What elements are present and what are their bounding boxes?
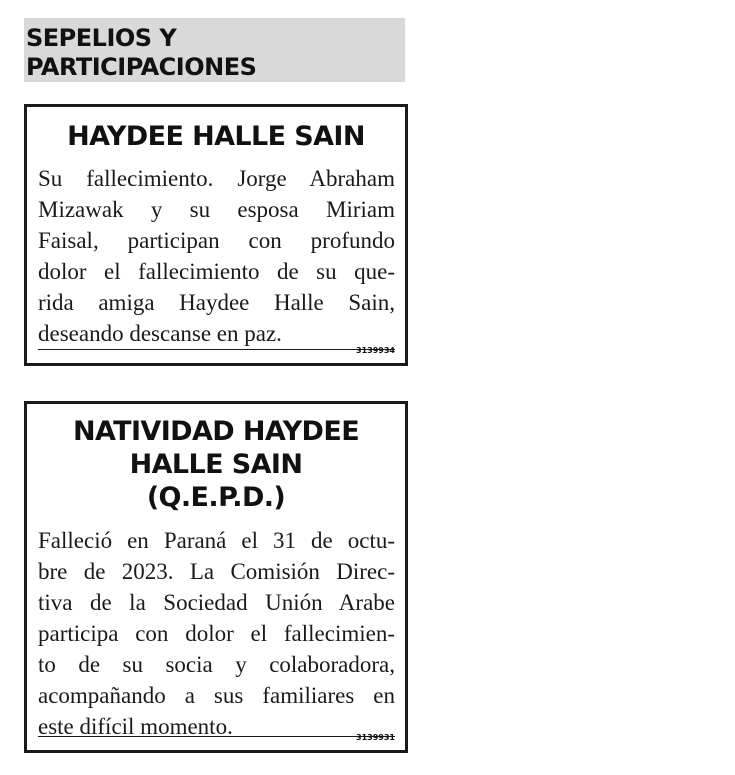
notice-title xyxy=(27,415,405,514)
notice-body-line: bre de 2023. La Comisión Direc- xyxy=(38,559,395,584)
notice-body-line: to de su socia y colaboradora, xyxy=(38,652,395,677)
notice-footer-rule xyxy=(38,346,395,360)
notice-title-line: NATIVIDAD HAYDEE xyxy=(72,416,360,447)
notice-title xyxy=(27,120,405,154)
notice-body-line: acompañando a sus familiares en xyxy=(38,683,395,708)
notice-body-line: Mizawak y su esposa Miriam xyxy=(38,197,395,222)
section-title-line-2: PARTICIPACIONES xyxy=(26,53,257,81)
notice-body-line: Falleció en Paraná el 31 de octu- xyxy=(38,528,395,553)
notice-body xyxy=(27,163,405,349)
obituary-notice-haydee-halle-sain xyxy=(24,104,408,366)
notice-body xyxy=(27,525,405,742)
notice-title-line: HALLE SAIN xyxy=(129,449,303,480)
notice-code: 3139931 xyxy=(356,733,395,742)
notice-body-line: participa con dolor el fallecimien- xyxy=(38,621,395,646)
obituary-notice-natividad-haydee-halle-sain xyxy=(24,401,408,753)
notice-body-line: deseando descanse en paz. xyxy=(38,321,282,346)
notice-body-line: Faisal, participan con profundo xyxy=(38,228,395,253)
notice-footer-rule xyxy=(38,733,395,747)
notice-body-line: este difícil momento. xyxy=(38,714,233,739)
notice-title-line: (Q.E.P.D.) xyxy=(146,482,286,513)
section-header xyxy=(24,18,405,82)
notice-body-line: rida amiga Haydee Halle Sain, xyxy=(38,290,395,315)
notice-body-line: tiva de la Sociedad Unión Arabe xyxy=(38,590,395,615)
notice-title-line: HAYDEE HALLE SAIN xyxy=(67,121,365,152)
section-title-line-1: SEPELIOS Y xyxy=(26,24,177,52)
notice-body-line: dolor el fallecimiento de su que- xyxy=(38,259,395,284)
notice-code: 3139934 xyxy=(356,346,395,355)
notice-body-line: Su fallecimiento. Jorge Abraham xyxy=(38,166,395,191)
